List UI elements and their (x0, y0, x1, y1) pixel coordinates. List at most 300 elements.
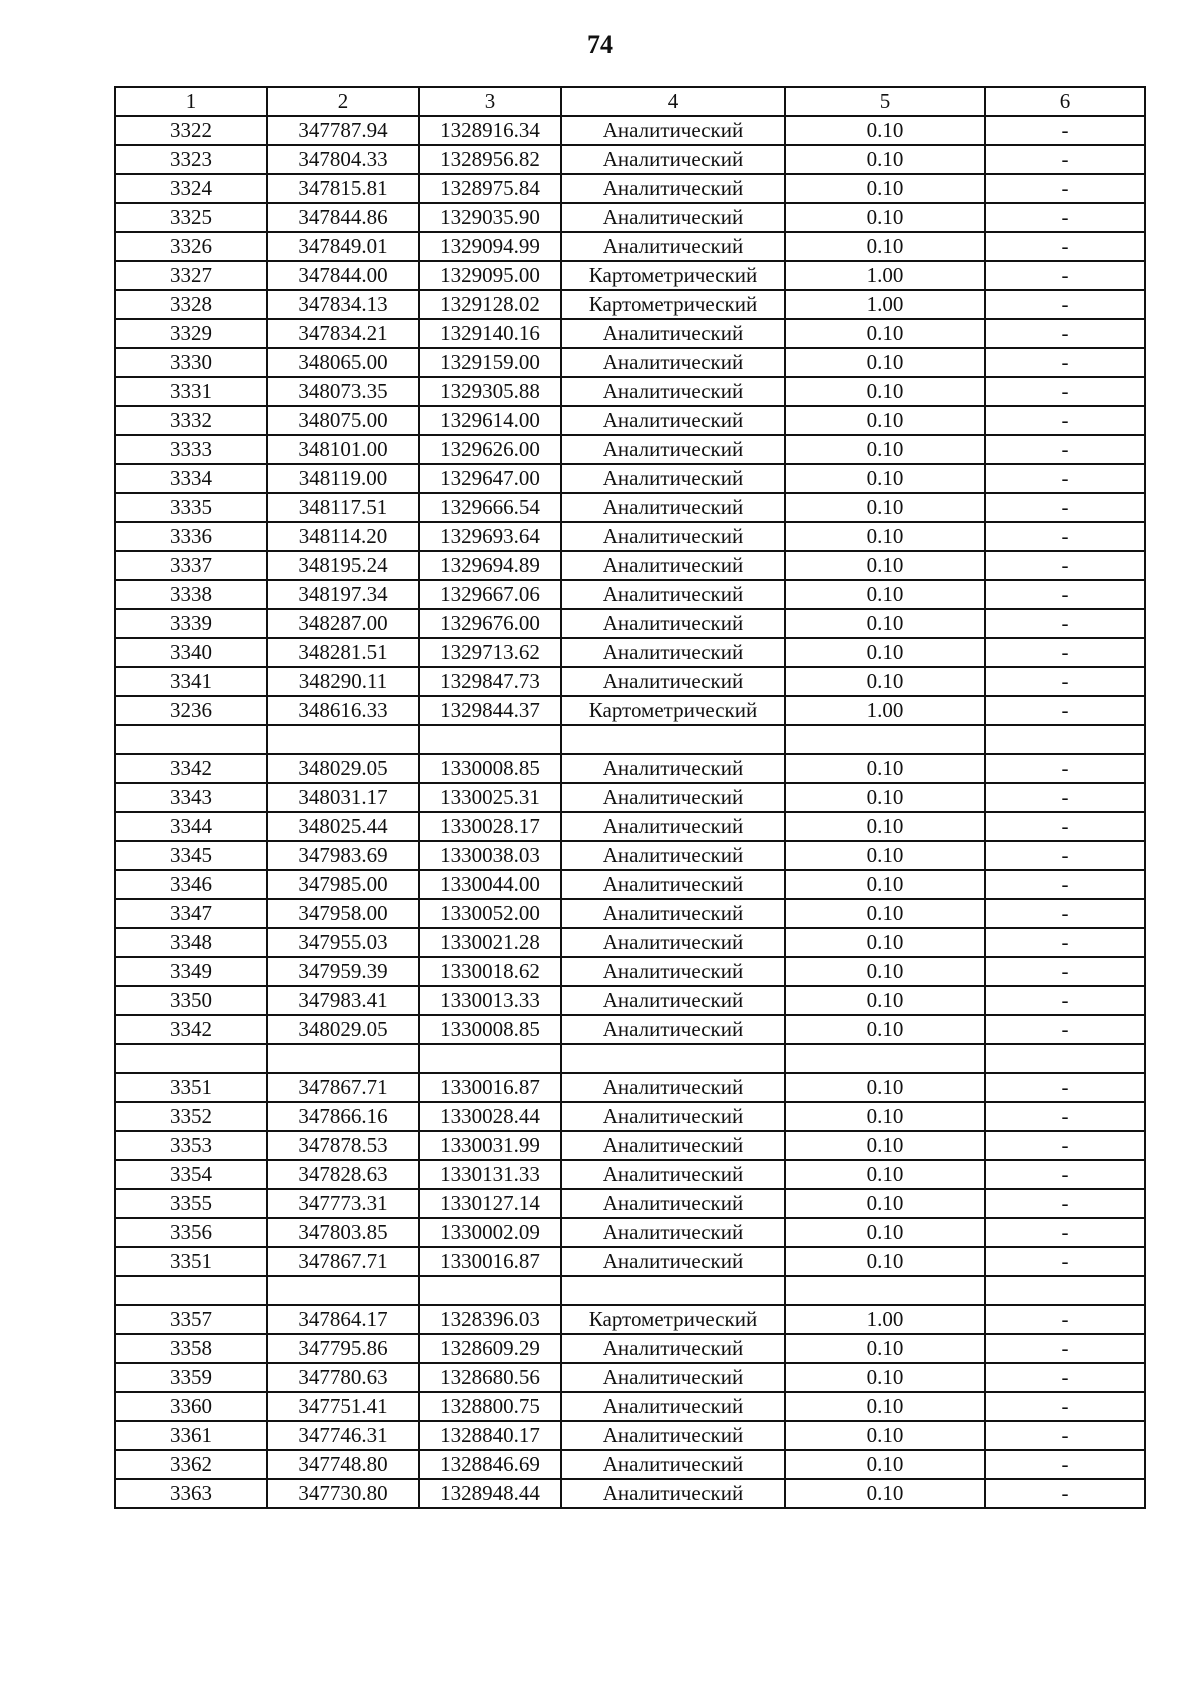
table-cell: 0.10 (785, 406, 985, 435)
table-cell: - (985, 1450, 1145, 1479)
table-cell: Аналитический (561, 551, 785, 580)
table-cell: 348281.51 (267, 638, 419, 667)
table-cell: 3323 (115, 145, 267, 174)
table-cell: - (985, 290, 1145, 319)
table-cell: - (985, 1131, 1145, 1160)
table-row (115, 551, 1145, 580)
table-cell: 347828.63 (267, 1160, 419, 1189)
table-cell: 0.10 (785, 435, 985, 464)
table-cell: 347983.41 (267, 986, 419, 1015)
header-row (115, 87, 1145, 116)
table-cell: 3357 (115, 1305, 267, 1334)
table-cell: 348031.17 (267, 783, 419, 812)
table-cell: 347803.85 (267, 1218, 419, 1247)
table-cell: Аналитический (561, 957, 785, 986)
table-cell: 1330131.33 (419, 1160, 561, 1189)
table-row (115, 580, 1145, 609)
table-cell: Аналитический (561, 348, 785, 377)
table-cell: 3341 (115, 667, 267, 696)
table-cell: 0.10 (785, 493, 985, 522)
table-row (115, 1015, 1145, 1044)
header-cell: 2 (267, 87, 419, 116)
table-cell: - (985, 174, 1145, 203)
table-cell: - (985, 1392, 1145, 1421)
table-cell: 348073.35 (267, 377, 419, 406)
table-cell: 348290.11 (267, 667, 419, 696)
table-row (115, 1363, 1145, 1392)
table-cell: Аналитический (561, 580, 785, 609)
table-cell: - (985, 522, 1145, 551)
table-cell: 1329614.00 (419, 406, 561, 435)
table-cell: 1329713.62 (419, 638, 561, 667)
table-cell: 0.10 (785, 783, 985, 812)
table-cell: 1330016.87 (419, 1247, 561, 1276)
table-cell: 0.10 (785, 957, 985, 986)
table-cell: 0.10 (785, 1334, 985, 1363)
table-cell: - (985, 957, 1145, 986)
table-cell: - (985, 783, 1145, 812)
table-cell: 1330028.44 (419, 1102, 561, 1131)
table-cell: Аналитический (561, 754, 785, 783)
table-row (115, 1479, 1145, 1508)
table-cell: 3326 (115, 232, 267, 261)
table-row (115, 957, 1145, 986)
table-cell: - (985, 551, 1145, 580)
table-cell: 3347 (115, 899, 267, 928)
table-cell: 1330038.03 (419, 841, 561, 870)
table-row (115, 522, 1145, 551)
table-cell: 1328975.84 (419, 174, 561, 203)
table-cell: 1329035.90 (419, 203, 561, 232)
table-row (115, 1102, 1145, 1131)
table-cell: 0.10 (785, 203, 985, 232)
table-cell: 3358 (115, 1334, 267, 1363)
header-cell: 5 (785, 87, 985, 116)
table-cell: 347834.13 (267, 290, 419, 319)
table-cell: 1330127.14 (419, 1189, 561, 1218)
table-row (115, 1305, 1145, 1334)
table-cell: 1329095.00 (419, 261, 561, 290)
table-cell: - (985, 464, 1145, 493)
table-cell: - (985, 1334, 1145, 1363)
table-cell: - (985, 1479, 1145, 1508)
table-cell: 0.10 (785, 1160, 985, 1189)
table-cell: 3356 (115, 1218, 267, 1247)
table-cell: 1328956.82 (419, 145, 561, 174)
table-cell: 3327 (115, 261, 267, 290)
table-cell: - (985, 638, 1145, 667)
table-row (115, 319, 1145, 348)
table-cell: Аналитический (561, 783, 785, 812)
table-cell: 3330 (115, 348, 267, 377)
table-cell: Аналитический (561, 406, 785, 435)
table-cell: 0.10 (785, 580, 985, 609)
table-row (115, 1450, 1145, 1479)
table-cell: - (985, 1247, 1145, 1276)
table-cell: 1329693.64 (419, 522, 561, 551)
table-cell: - (985, 1160, 1145, 1189)
table-cell: 348065.00 (267, 348, 419, 377)
table-cell: Аналитический (561, 1102, 785, 1131)
table-cell: 0.10 (785, 638, 985, 667)
table-cell: 3363 (115, 1479, 267, 1508)
table-cell: 1.00 (785, 290, 985, 319)
table-cell: Аналитический (561, 1073, 785, 1102)
table-cell (267, 1276, 419, 1305)
table-cell: 347746.31 (267, 1421, 419, 1450)
table-row (115, 1421, 1145, 1450)
table-cell: 3334 (115, 464, 267, 493)
table-cell: 3337 (115, 551, 267, 580)
table-cell: 347787.94 (267, 116, 419, 145)
table-cell: 347780.63 (267, 1363, 419, 1392)
table-cell: 0.10 (785, 145, 985, 174)
table-cell: - (985, 1305, 1145, 1334)
table-cell: 3342 (115, 754, 267, 783)
table-cell: Аналитический (561, 435, 785, 464)
table-cell: 0.10 (785, 609, 985, 638)
table-cell: 348075.00 (267, 406, 419, 435)
table-cell: 0.10 (785, 986, 985, 1015)
table-cell: 3344 (115, 812, 267, 841)
table-row (115, 1160, 1145, 1189)
table-cell: 3324 (115, 174, 267, 203)
table-cell: 3345 (115, 841, 267, 870)
table-body (115, 87, 1145, 1508)
table-cell: - (985, 261, 1145, 290)
table-row (115, 348, 1145, 377)
table-cell: 0.10 (785, 1392, 985, 1421)
table-cell: - (985, 580, 1145, 609)
table-row (115, 464, 1145, 493)
table-cell: 0.10 (785, 319, 985, 348)
table-cell: Аналитический (561, 522, 785, 551)
table-cell: 347751.41 (267, 1392, 419, 1421)
table-cell: 1.00 (785, 261, 985, 290)
table-cell: - (985, 928, 1145, 957)
table-cell: 3331 (115, 377, 267, 406)
table-cell: 0.10 (785, 667, 985, 696)
table-cell: 0.10 (785, 377, 985, 406)
table-cell (985, 1276, 1145, 1305)
table-cell: 0.10 (785, 232, 985, 261)
table-cell: 0.10 (785, 841, 985, 870)
table-cell: 0.10 (785, 1363, 985, 1392)
table-cell: 1328916.34 (419, 116, 561, 145)
table-cell (419, 1276, 561, 1305)
table-cell: Аналитический (561, 1131, 785, 1160)
table-cell (115, 1276, 267, 1305)
table-cell: 3336 (115, 522, 267, 551)
table-cell: 3342 (115, 1015, 267, 1044)
table-cell: Аналитический (561, 870, 785, 899)
table-cell: 347844.00 (267, 261, 419, 290)
table-cell: 1330052.00 (419, 899, 561, 928)
table-cell: Аналитический (561, 319, 785, 348)
table-cell: Аналитический (561, 1479, 785, 1508)
separator-row (115, 1044, 1145, 1073)
table-cell: Картометрический (561, 696, 785, 725)
table-cell: 1330025.31 (419, 783, 561, 812)
table-row (115, 116, 1145, 145)
table-cell: 3355 (115, 1189, 267, 1218)
table-cell: 0.10 (785, 522, 985, 551)
table-cell: 1328680.56 (419, 1363, 561, 1392)
table-row (115, 377, 1145, 406)
table-row (115, 928, 1145, 957)
table-cell: - (985, 696, 1145, 725)
table-cell: Аналитический (561, 841, 785, 870)
table-cell: 1330031.99 (419, 1131, 561, 1160)
table-row (115, 290, 1145, 319)
table-cell: 348616.33 (267, 696, 419, 725)
table-cell: 347748.80 (267, 1450, 419, 1479)
table-cell: - (985, 667, 1145, 696)
table-cell: 1329159.00 (419, 348, 561, 377)
table-cell: Аналитический (561, 203, 785, 232)
table-cell (115, 725, 267, 754)
table-cell: 347955.03 (267, 928, 419, 957)
table-row (115, 783, 1145, 812)
table-cell: 3351 (115, 1073, 267, 1102)
header-cell: 4 (561, 87, 785, 116)
table-cell: - (985, 319, 1145, 348)
table-row (115, 841, 1145, 870)
table-cell: - (985, 435, 1145, 464)
table-cell: 347730.80 (267, 1479, 419, 1508)
table-cell: 1.00 (785, 1305, 985, 1334)
table-cell: 1329667.06 (419, 580, 561, 609)
table-cell: - (985, 899, 1145, 928)
table-row (115, 1073, 1145, 1102)
table-cell: 347958.00 (267, 899, 419, 928)
table-row (115, 1247, 1145, 1276)
table-cell: 1329626.00 (419, 435, 561, 464)
table-cell: 347815.81 (267, 174, 419, 203)
table-cell: 3338 (115, 580, 267, 609)
table-row (115, 232, 1145, 261)
table-cell: 3335 (115, 493, 267, 522)
table-cell: 1329694.89 (419, 551, 561, 580)
table-cell: - (985, 1073, 1145, 1102)
table-cell (785, 725, 985, 754)
table-cell: 348287.00 (267, 609, 419, 638)
table-row (115, 667, 1145, 696)
table-row (115, 203, 1145, 232)
table-cell: Картометрический (561, 290, 785, 319)
table-cell: 0.10 (785, 870, 985, 899)
table-cell: 1.00 (785, 696, 985, 725)
table-cell: 0.10 (785, 1450, 985, 1479)
table-cell: 348197.34 (267, 580, 419, 609)
table-cell (985, 1044, 1145, 1073)
table-cell: - (985, 406, 1145, 435)
table-row (115, 812, 1145, 841)
table-cell: 3325 (115, 203, 267, 232)
table-cell: Аналитический (561, 1218, 785, 1247)
table-cell: 0.10 (785, 1131, 985, 1160)
table-cell: Аналитический (561, 1450, 785, 1479)
table-cell: Аналитический (561, 1247, 785, 1276)
table-cell: 1330021.28 (419, 928, 561, 957)
table-cell: - (985, 986, 1145, 1015)
table-cell: 347983.69 (267, 841, 419, 870)
table-cell: - (985, 1102, 1145, 1131)
table-row (115, 754, 1145, 783)
table-cell (561, 1044, 785, 1073)
table-cell: 3339 (115, 609, 267, 638)
table-cell: 0.10 (785, 174, 985, 203)
table-cell: 3360 (115, 1392, 267, 1421)
table-cell: 0.10 (785, 464, 985, 493)
table-cell: 348195.24 (267, 551, 419, 580)
table-cell (115, 1044, 267, 1073)
table-row (115, 1392, 1145, 1421)
table-cell: Аналитический (561, 377, 785, 406)
table-row (115, 870, 1145, 899)
table-cell: 1329844.37 (419, 696, 561, 725)
page-number: 74 (587, 30, 613, 59)
table-cell: Аналитический (561, 899, 785, 928)
table-cell: 3359 (115, 1363, 267, 1392)
table-cell: 1328846.69 (419, 1450, 561, 1479)
table-row (115, 1189, 1145, 1218)
table-cell (985, 725, 1145, 754)
table-cell: Аналитический (561, 667, 785, 696)
table-cell: 347867.71 (267, 1073, 419, 1102)
table-cell: 0.10 (785, 1189, 985, 1218)
table-cell: 1329647.00 (419, 464, 561, 493)
table-row (115, 493, 1145, 522)
table-cell: 3328 (115, 290, 267, 319)
coordinates-table (114, 86, 1146, 1509)
table-cell: - (985, 1015, 1145, 1044)
table-cell: Аналитический (561, 1334, 785, 1363)
table-row (115, 435, 1145, 464)
table-cell: 0.10 (785, 1218, 985, 1247)
table-cell: 1328840.17 (419, 1421, 561, 1450)
table-cell: 0.10 (785, 348, 985, 377)
table-cell: 3329 (115, 319, 267, 348)
table-cell: - (985, 1421, 1145, 1450)
table-cell: 1329305.88 (419, 377, 561, 406)
table-cell: 347959.39 (267, 957, 419, 986)
table-cell: 1330013.33 (419, 986, 561, 1015)
table-cell: Аналитический (561, 1421, 785, 1450)
table-cell: Аналитический (561, 1015, 785, 1044)
separator-row (115, 725, 1145, 754)
table-cell: Аналитический (561, 928, 785, 957)
table-cell: 0.10 (785, 116, 985, 145)
table-cell: 3350 (115, 986, 267, 1015)
table-cell: 0.10 (785, 812, 985, 841)
table-cell: 3343 (115, 783, 267, 812)
table-cell (267, 725, 419, 754)
table-cell: 1328396.03 (419, 1305, 561, 1334)
table-cell: 1329128.02 (419, 290, 561, 319)
table-cell: 1329140.16 (419, 319, 561, 348)
table-cell: 348114.20 (267, 522, 419, 551)
table-cell (785, 1276, 985, 1305)
table-cell: 348119.00 (267, 464, 419, 493)
table-cell: Картометрический (561, 261, 785, 290)
table-cell: Аналитический (561, 493, 785, 522)
table-row (115, 174, 1145, 203)
table-cell: 347773.31 (267, 1189, 419, 1218)
table-cell: - (985, 232, 1145, 261)
table-cell: 1330018.62 (419, 957, 561, 986)
table-cell: 0.10 (785, 1102, 985, 1131)
table-cell: - (985, 377, 1145, 406)
table-cell: 1330008.85 (419, 1015, 561, 1044)
table-row (115, 406, 1145, 435)
table-cell: 348029.05 (267, 1015, 419, 1044)
table-cell: 3361 (115, 1421, 267, 1450)
table-cell: - (985, 870, 1145, 899)
table-cell (267, 1044, 419, 1073)
table-cell: 3354 (115, 1160, 267, 1189)
header-cell: 6 (985, 87, 1145, 116)
table-cell: - (985, 609, 1145, 638)
table-cell: 1328948.44 (419, 1479, 561, 1508)
table-cell: 0.10 (785, 1247, 985, 1276)
table-cell: - (985, 348, 1145, 377)
table-cell: Аналитический (561, 812, 785, 841)
table-cell: - (985, 1189, 1145, 1218)
table-cell: 1330016.87 (419, 1073, 561, 1102)
table-cell: 348101.00 (267, 435, 419, 464)
table-cell: 3351 (115, 1247, 267, 1276)
table-cell: 1328800.75 (419, 1392, 561, 1421)
table-row (115, 1218, 1145, 1247)
table-cell: 1330044.00 (419, 870, 561, 899)
table-cell: 3332 (115, 406, 267, 435)
table-cell: 3362 (115, 1450, 267, 1479)
table-cell: Аналитический (561, 232, 785, 261)
table-cell: 3346 (115, 870, 267, 899)
table-cell (561, 725, 785, 754)
table-cell: 1330008.85 (419, 754, 561, 783)
table-row (115, 696, 1145, 725)
table-cell: 347849.01 (267, 232, 419, 261)
table-cell: 3322 (115, 116, 267, 145)
table-cell: 0.10 (785, 1015, 985, 1044)
table-cell: 348117.51 (267, 493, 419, 522)
table-cell: - (985, 841, 1145, 870)
table-cell: 0.10 (785, 928, 985, 957)
table-cell: Картометрический (561, 1305, 785, 1334)
table-cell: 348025.44 (267, 812, 419, 841)
table-row (115, 1334, 1145, 1363)
table-cell: 0.10 (785, 1421, 985, 1450)
table-cell: 0.10 (785, 1479, 985, 1508)
table-cell (419, 1044, 561, 1073)
table-cell: 3348 (115, 928, 267, 957)
table-cell: 347834.21 (267, 319, 419, 348)
table-cell: 0.10 (785, 754, 985, 783)
table-cell (785, 1044, 985, 1073)
table-cell: - (985, 203, 1145, 232)
table-row (115, 1131, 1145, 1160)
table-cell: 347795.86 (267, 1334, 419, 1363)
table-cell: 1328609.29 (419, 1334, 561, 1363)
table-cell: 3333 (115, 435, 267, 464)
table-cell: Аналитический (561, 1392, 785, 1421)
table-row (115, 609, 1145, 638)
table-cell: 3349 (115, 957, 267, 986)
header-cell: 3 (419, 87, 561, 116)
table-row (115, 145, 1145, 174)
